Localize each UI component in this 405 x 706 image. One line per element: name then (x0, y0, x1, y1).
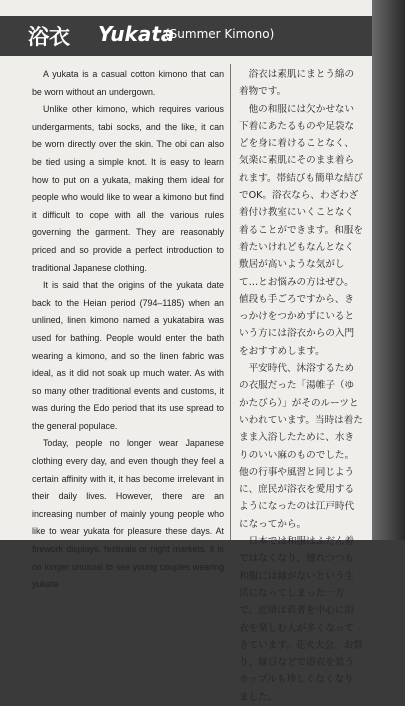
english-column (32, 66, 224, 594)
japanese-paragraph-4: 日本では和服はふだん着ではなくなり、憧れつつも和服には縁がないという生活になってしまった一方で、近頃は若者を中心に浴衣を楽しむ人が多くなってきています。花火大会、お祭り、縁日などで浴衣を装うカップルも珍しくなくなりました。 (239, 536, 363, 703)
japanese-paragraph-2: 他の和服には欠かせない下着にあたるものや足袋などを身に着けることなく、気楽に素肌にそのまま着られます。帯結びも簡単な結びでOK。浴衣なら、わざわざ着付け教室にいくことなく着ることができます。和服を着たいけれどもなんとなく敷居が高いような気がして…とお悩みの方はぜひ。値段も手ごろですから、きっかけをつかめずにいるという方には浴衣からの入門をおすすめします。 (239, 103, 363, 357)
title-english: Yukata (98, 22, 175, 46)
japanese-column (239, 66, 363, 706)
title-banner (0, 16, 372, 56)
english-paragraph-3: It is said that the origins of the yukata date back to the Heian period (794–1185) when an unlined, linen kimono named a yukatabira was used for bathing. People would enter the bath wearing a kimono, and so the linen fabric was ideal, as it did not soak up much water. As with so many other traditional events and customs, it was during the Edo period that its use spread to the general populace. (32, 280, 224, 431)
title-japanese: 浴衣 (28, 25, 70, 49)
page-edge (372, 0, 405, 540)
japanese-paragraph-3: 平安時代、沐浴するための衣服だった「湯帷子（ゆかたびら）」がそのルーツといわれています。当時は着たまま入浴したために、水きりのいい麻のものでした。他の行事や風習と同じように、庶民が浴衣を愛用するようになったのは江戸時代になってから。 (239, 363, 363, 530)
title-subtitle: (Summer Kimono) (165, 27, 275, 41)
column-divider (230, 64, 231, 540)
japanese-paragraph-1: 浴衣は素肌にまとう綿の着物です。 (239, 69, 355, 98)
english-paragraph-1: A yukata is a casual cotton kimono that can be worn without an undergown. (32, 69, 224, 97)
english-paragraph-4: Today, people no longer wear Japanese clothing every day, and even though they feel a certain affinity with it, it has become irrelevant in their daily lives. However, there are an increasing number of mainly young people who like to wear yukata for pleasure these days. At firework displays, festivals or night markets, it is no longer unusual to see young couples wearing yukata (32, 438, 224, 590)
english-paragraph-2: Unlike other kimono, which requires various undergarments, tabi socks, and the like, it can be worn directly over the skin. The obi can also be tied using a simple knot. It is easy to learn how to put on a yukata, making them ideal for people who would like to wear a kimono but find it difficult to cope with all the various rules governing the garment. They are reasonably priced and so provide a perfect introduction to traditional Japanese clothing. (32, 104, 224, 273)
